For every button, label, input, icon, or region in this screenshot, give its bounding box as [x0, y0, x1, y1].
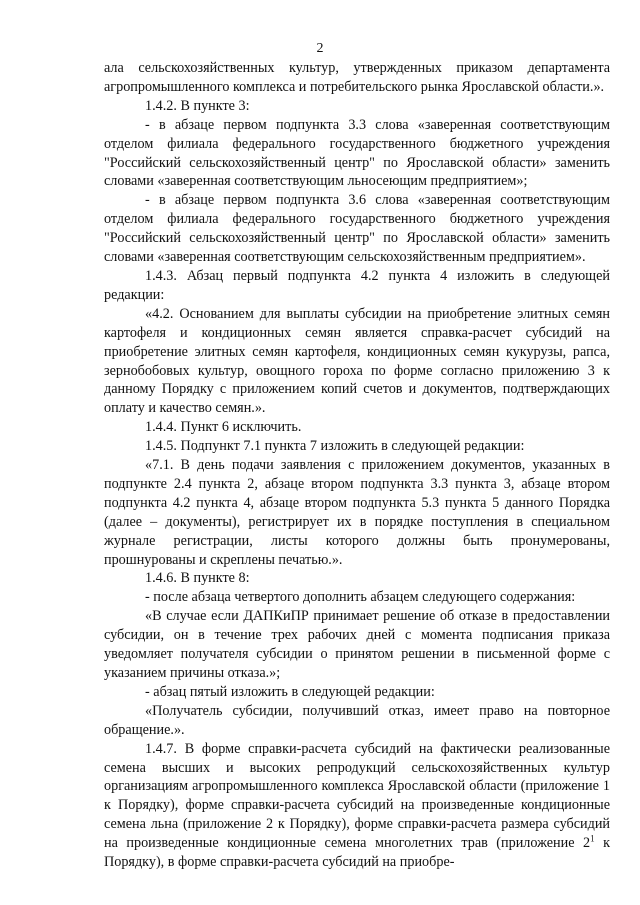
paragraph: 1.4.2. В пункте 3:: [145, 97, 250, 114]
paragraph: 1.4.3. Абзац первый подпункта 4.2 пункта 4 изложить в следующей редакции:: [104, 267, 610, 303]
paragraph: - абзац пятый изложить в следующей редакции:: [145, 683, 435, 700]
paragraph: «4.2. Основанием для выплаты субсидии на приобретение элитных семян картофеля и кондиционных семян является справка-расчет субсидий на приобретение элитных семян картофеля, кондиционных семян кукурузы, рапса, зернобобовых культур, овощного гороха по форме согласно приложению 3 к данному Порядку с приложением копий счетов и документов, подтверждающих оплату и качество семян.».: [104, 305, 610, 417]
paragraph: 1.4.6. В пункте 8:: [145, 570, 250, 587]
paragraph: ала сельскохозяйственных культур, утвержденных приказом департамента агропромышленного комплекса и потребительского рынка Ярославской области.».: [104, 60, 610, 95]
paragraph-text: 1.4.7. В форме справки-расчета субсидий на фактически реализованные семена высших и высоких репродукций сельскохозяйственных культур организациям агропромышленного комплекса Ярославской области (приложение 1 к Порядку), форме справки-расчета субсидий на произведенные кондиционные семена льна (приложение 2 к Порядку), форме справки-расчета размера субсидий на произведенные кондиционные семена многолетних трав (приложение 2: [104, 740, 610, 852]
paragraph-text: к Порядку), в форме справки-расчета субсидий на приобре-: [104, 835, 610, 871]
paragraph: 1.4.4. Пункт 6 исключить.: [145, 419, 302, 436]
paragraph: 1.4.5. Подпункт 7.1 пункта 7 изложить в следующей редакции:: [145, 438, 525, 455]
paragraph: - после абзаца четвертого дополнить абзацем следующего содержания:: [145, 589, 576, 606]
paragraph: «7.1. В день подачи заявления с приложением документов, указанных в подпункте 2.4 пункта 2, абзаце втором подпункта 3.3 пункта 3, абзаце втором подпункта 4.2 пункта 4, абзаце втором подпункта 5.3 пункта 5 данного Порядка (далее – документы), регистрирует их в порядке поступления в специальном журнале регистрации, листы которого должны быть пронумерованы, прошнурованы и скреплены печатью.».: [104, 457, 610, 568]
document-body: [104, 59, 610, 872]
paragraph-last: [104, 740, 610, 872]
paragraph: «Получатель субсидии, получивший отказ, имеет право на повторное обращение.».: [104, 702, 610, 738]
paragraph: «В случае если ДАПКиПР принимает решение об отказе в предоставлении субсидии, он в течение трех рабочих дней с момента подписания приказа уведомляет получателя субсидии о принятом решении в письменной форме с указанием причины отказа.»;: [104, 608, 610, 681]
paragraph: - в абзаце первом подпункта 3.3 слова «заверенная соответствующим отделом филиала федерального государственного бюджетного учреждения "Российский сельскохозяйственный центр" по Ярославской области» заменить словами «заверенная соответствующим льносеющим предприятием»;: [104, 116, 610, 190]
superscript: 1: [590, 833, 595, 844]
page-number: 2: [316, 41, 324, 56]
paragraph: - в абзаце первом подпункта 3.6 слова «заверенная соответствующим отделом филиала федерального государственного бюджетного учреждения "Российский сельскохозяйственный центр" по Ярославской области» заменить словами «заверенная соответствующим сельскохозяйственным предприятием».: [104, 192, 610, 266]
